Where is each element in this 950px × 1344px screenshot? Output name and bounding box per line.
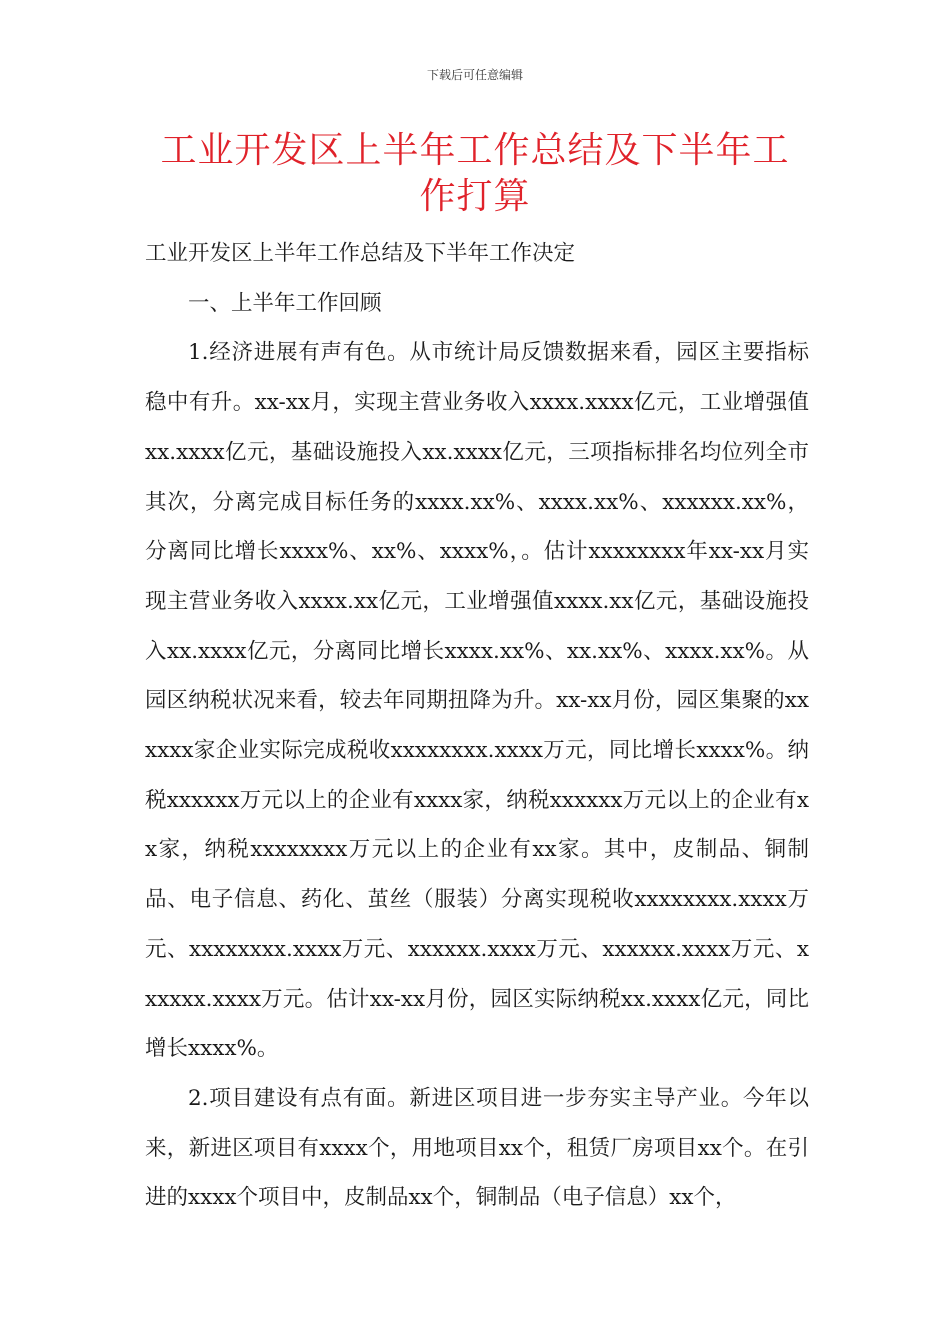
document-body xyxy=(145,229,809,1223)
header-note: 下载后可任意编辑 xyxy=(426,68,523,82)
paragraph-projects: 2.项目建设有点有面。新进区项目进一步夯实主导产业。今年以来，新进区项目有xxxx个，用地项目xx个，租赁厂房项目xx个。在引进的xxxx个项目中，皮制品xx个，铜制品（电子信息）xx个， xyxy=(145,1085,809,1211)
section-heading: 一、上半年工作回顾 xyxy=(188,290,382,316)
document-subtitle: 工业开发区上半年工作总结及下半年工作决定 xyxy=(145,241,576,266)
paragraph-economy: 1.经济进展有声有色。从市统计局反馈数据来看，园区主要指标稳中有升。xx-xx月，实现主营业务收入xxxx.xxxx亿元，工业增强值xx.xxxx亿元，基础设施投入xx.xxxx亿元，三项指标排名均位列全市其次，分离完成目标任务的xxxx.xx%、xxxx.xx%、xxxxxx.xx%，分离同比增长xxxx%、xx%、xxxx%，。估计xxxxxxxx年xx-xx月实现主营业务收入xxxx.xx亿元，工业增强值xxxx.xx亿元，基础设施投入xx.xxxx亿元，分离同比增长xxxx.xx%、xx.xx%、xxxx.xx%。从园区纳税状况来看，较去年同期扭降为升。xx-xx月份，园区集聚的xxxxxx家企业实际完成税收xxxxxxxx.xxxx万元，同比增长xxxx%。纳税xxxxxx万元以上的企业有xxxx家，纳税xxxxxx万元以上的企业有xx家，纳税xxxxxxxx万元以上的企业有xx家。其中，皮制品、铜制品、电子信息、药化、茧丝（服装）分离实现税收xxxxxxxx.xxxx万元、xxxxxxxx.xxxx万元、xxxxxx.xxxx万元、xxxxxx.xxxx万元、xxxxxx.xxxx万元。估计xx-xx月份，园区实际纳税xx.xxxx亿元，同比增长xxxx%。 xyxy=(145,340,809,1062)
document-title: 工业开发区上半年工作总结及下半年工作打算 xyxy=(160,130,790,217)
